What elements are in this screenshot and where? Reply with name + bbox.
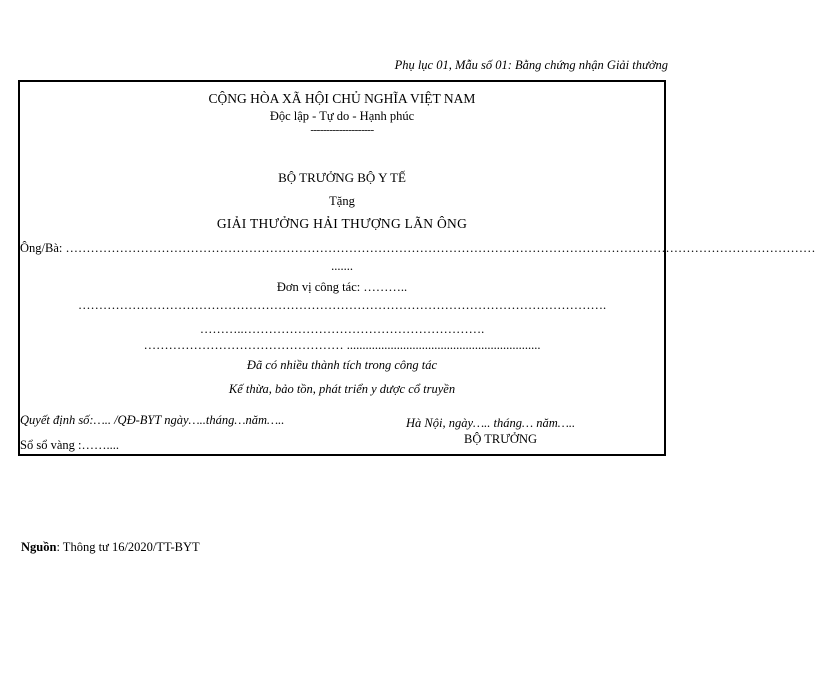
blank-line-3: ………………………………………… .............................................................. [143, 338, 541, 352]
recipient-name-continuation: ....... [331, 259, 353, 273]
source-note [21, 540, 200, 555]
national-motto: Độc lập - Tự do - Hạnh phúc [269, 109, 415, 123]
source-label: Nguồn [21, 540, 57, 554]
award-verb: Tặng [329, 194, 355, 208]
achievement-text-2: Kế thừa, bảo tồn, phát triển y dược cổ truyền [228, 382, 456, 396]
issuing-authority: BỘ TRƯỞNG BỘ Y TẾ [278, 170, 406, 185]
appendix-label: Phụ lục 01, Mẫu số 01: Bằng chứng nhận Giải thưởng [394, 58, 668, 72]
decision-number-line: Quyết định số:….. /QĐ-BYT ngày…..tháng…năm….. [20, 413, 285, 427]
motto-underline: -------------------- [310, 124, 374, 136]
achievement-text-1: Đã có nhiều thành tích trong công tác [246, 358, 438, 372]
work-unit-line: Đơn vị công tác: ……….. [276, 280, 408, 294]
blank-line-1: ………………………………………………………………………………………………………………. [77, 298, 607, 312]
source-text: : Thông tư 16/2020/TT-BYT [56, 540, 200, 554]
recipient-name-line: Ông/Bà: ……………………………………………………………………………………………………………………………………………………………… [20, 241, 815, 255]
republic-heading: CỘNG HÒA XÃ HỘI CHỦ NGHĨA VIỆT NAM [208, 91, 476, 106]
certificate-frame [18, 80, 815, 456]
blank-line-2: ………..…………………………………………………. [199, 322, 485, 336]
gold-book-number-line: Sổ sổ vàng :…….... [20, 438, 119, 452]
award-name: GIẢI THƯỞNG HẢI THƯỢNG LÃN ÔNG [216, 216, 468, 231]
place-date-line: Hà Nội, ngày….. tháng… năm….. [406, 416, 576, 430]
minister-title: BỘ TRƯỞNG [464, 432, 538, 446]
